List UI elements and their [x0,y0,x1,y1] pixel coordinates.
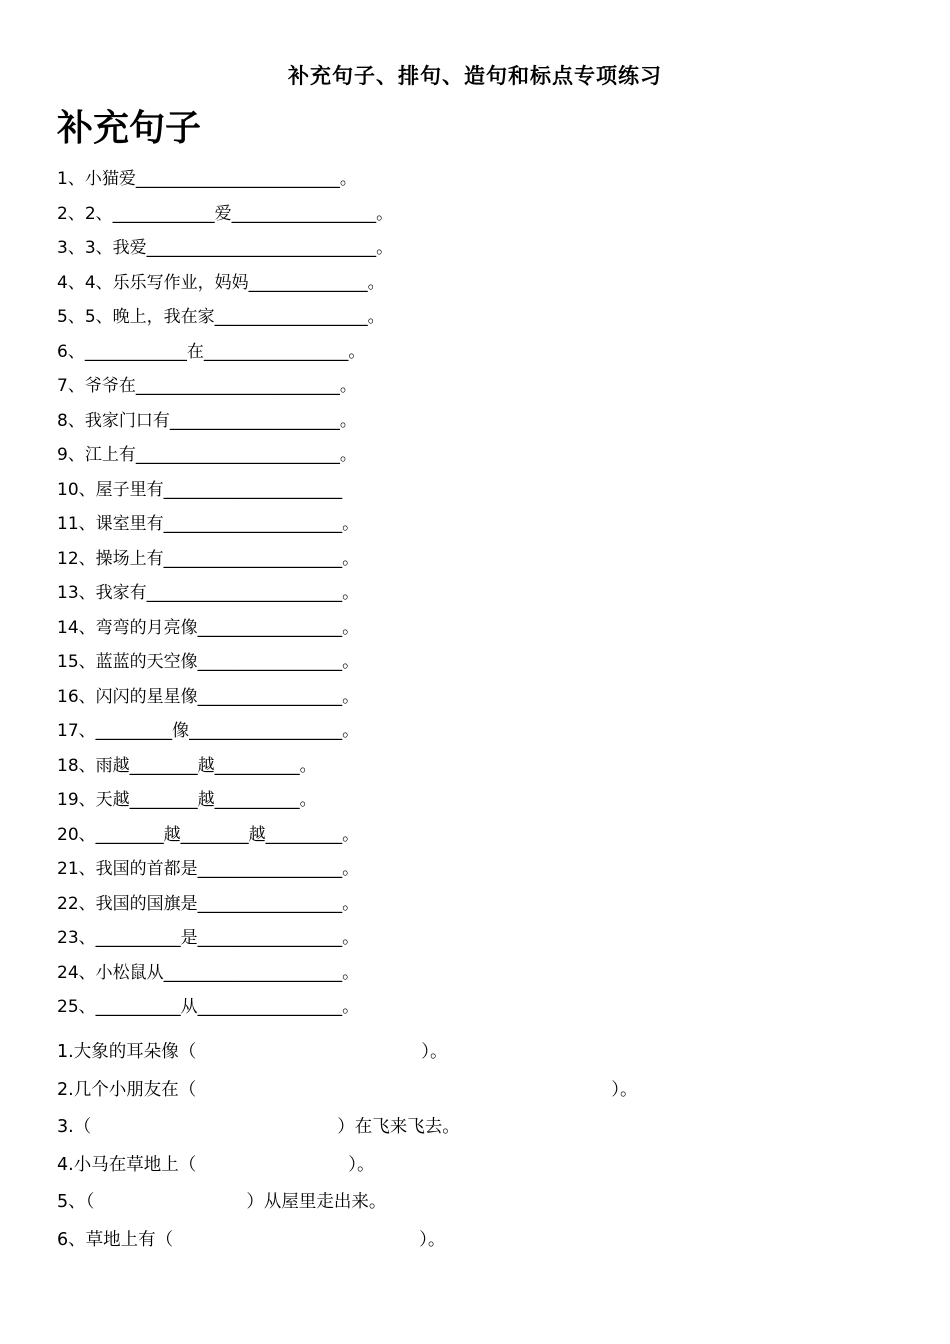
paren-item-prefix: 5、（ [57,1192,95,1212]
fill-in-item-17: 17、_________像__________________。 [57,721,360,741]
fill-in-item-10: 10、屋子里有_____________________ [57,479,343,500]
fill-in-list [57,162,393,1025]
worksheet-title: 补充句子、排句、造句和标点专项练习 [288,63,662,88]
parenthesis-list [57,1034,637,1259]
paren-item-3 [57,1109,637,1147]
fill-in-item-16: 16、闪闪的星星像_________________。 [57,686,360,707]
fill-in-item-18: 18、雨越________越__________。 [57,755,317,776]
paren-item-4 [57,1147,637,1185]
paren-item-prefix: 3.（ [57,1117,92,1137]
fill-in-item-21: 21、我国的首都是_________________。 [57,859,360,879]
paren-item-suffix: ）在飞来飞去。 [337,1117,460,1137]
fill-in-item-4: 4、4、乐乐写作业，妈妈______________。 [57,272,385,293]
fill-in-item-19: 19、天越________越__________。 [57,790,317,810]
fill-in-item-8: 8、我家门口有____________________。 [57,410,357,431]
paren-item-suffix: ）。 [419,1229,446,1250]
fill-in-item-23: 23、__________是_________________。 [57,928,360,948]
paren-item-1 [57,1034,637,1072]
paren-item-suffix: ）。 [421,1042,448,1062]
fill-in-item-2: 2、2、____________爱_________________。 [57,203,394,224]
fill-in-item-11: 11、课室里有_____________________。 [57,514,360,534]
paren-item-suffix: ）。 [348,1154,375,1175]
fill-in-item-7: 7、爷爷在________________________。 [57,376,357,396]
fill-in-item-5: 5、5、晚上，我在家__________________。 [57,307,385,327]
fill-in-item-15: 15、蓝蓝的天空像_________________。 [57,652,360,672]
paren-item-prefix: 6、草地上有（ [57,1229,174,1250]
fill-in-item-6: 6、____________在_________________。 [57,341,366,362]
fill-in-item-24: 24、小松鼠从_____________________。 [57,962,360,983]
paren-item-suffix: ）。 [611,1079,638,1100]
paren-item-5 [57,1184,637,1222]
fill-in-item-12: 12、操场上有_____________________。 [57,548,360,569]
fill-in-item-22: 22、我国的国旗是_________________。 [57,893,360,914]
section-heading: 补充句子 [57,108,202,149]
paren-item-2 [57,1072,637,1110]
paren-item-prefix: 2.几个小朋友在（ [57,1079,197,1100]
fill-in-item-13: 13、我家有_______________________。 [57,583,360,603]
paren-item-prefix: 1.大象的耳朵像（ [57,1042,197,1062]
fill-in-item-1: 1、小猫爱________________________。 [57,169,357,189]
fill-in-item-20: 20、________越________越_________。 [57,824,360,845]
fill-in-item-25: 25、__________从_________________。 [57,997,360,1017]
fill-in-item-9: 9、江上有________________________。 [57,445,357,465]
paren-item-prefix: 4.小马在草地上（ [57,1154,197,1175]
fill-in-item-3: 3、3、我爱___________________________。 [57,238,394,258]
paren-item-6 [57,1222,637,1260]
fill-in-item-14: 14、弯弯的月亮像_________________。 [57,617,360,638]
paren-item-suffix: ）从屋里走出来。 [246,1192,387,1212]
